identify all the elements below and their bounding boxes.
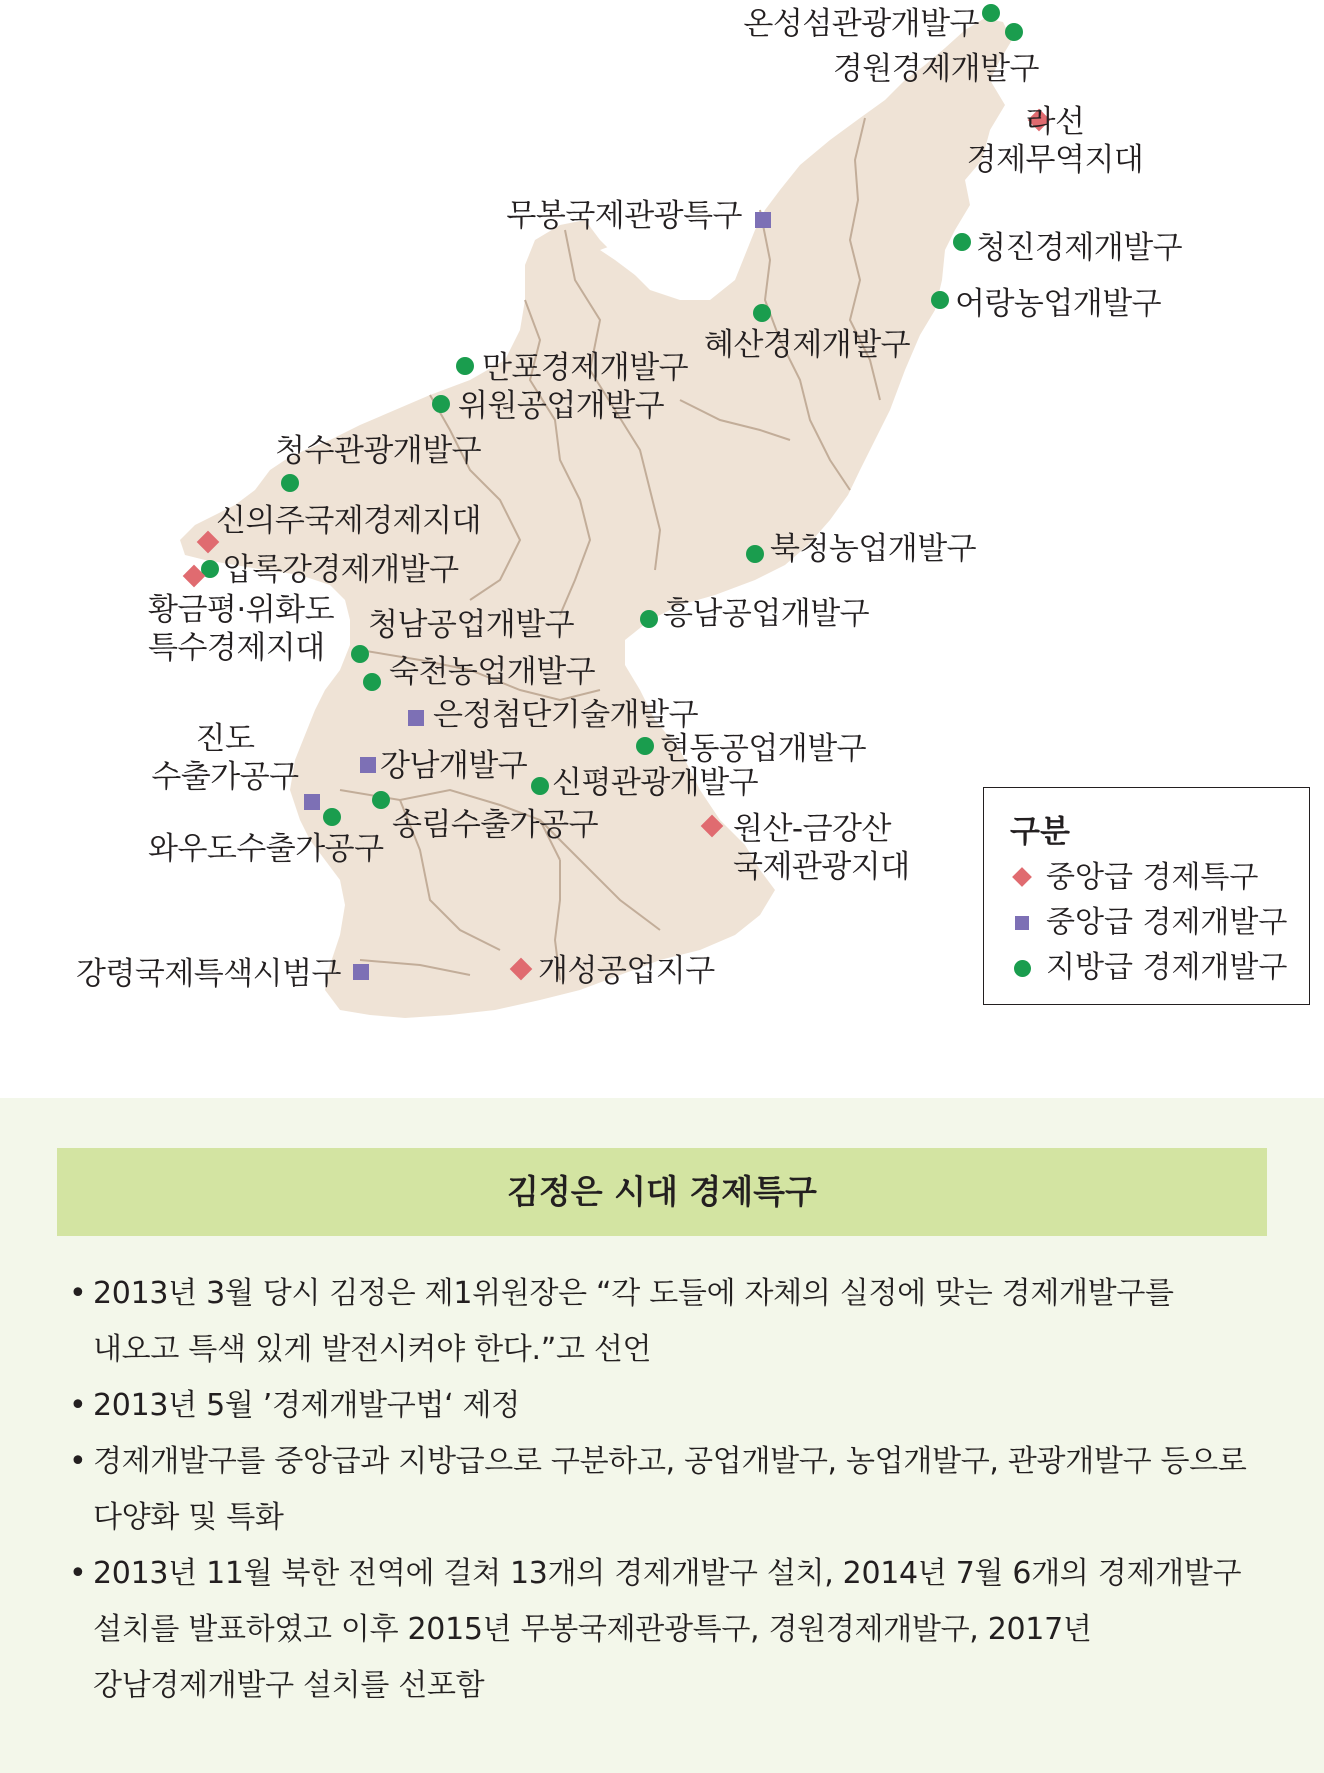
info-panel bbox=[0, 1098, 1324, 1773]
label-cheongnam: 청남공업개발구 bbox=[368, 607, 575, 643]
marker-local-songrim bbox=[372, 791, 390, 809]
marker-local-cheongnam bbox=[351, 645, 369, 663]
legend-title: 구분 bbox=[1010, 814, 1070, 850]
label-eunjeong: 은정첨단기술개발구 bbox=[433, 697, 699, 733]
marker-local-wiwon bbox=[432, 395, 450, 413]
label-wausdo: 와우도수출가공구 bbox=[148, 831, 384, 867]
legend-item-label: 지방급 경제개발구 bbox=[1046, 950, 1288, 985]
label-wonsan: 원산-금강산 국제관광지대 bbox=[733, 811, 910, 885]
label-songrim: 송림수출가공구 bbox=[392, 807, 599, 843]
label-jindo: 진도 수출가공구 bbox=[151, 721, 299, 795]
legend bbox=[983, 787, 1310, 1005]
circle-icon bbox=[1010, 948, 1036, 988]
label-hyesan: 혜산경제개발구 bbox=[704, 327, 911, 363]
marker-local-wausdo bbox=[323, 808, 341, 826]
label-bukcheong: 북청농업개발구 bbox=[770, 531, 977, 567]
marker-local-sukcheon bbox=[363, 673, 381, 691]
diamond-icon bbox=[1010, 858, 1036, 898]
label-gyeongwon: 경원경제개발구 bbox=[832, 51, 1039, 87]
label-gangryeong: 강령국제특색시범구 bbox=[75, 956, 341, 992]
marker-central-dev-eunjeong bbox=[408, 710, 424, 726]
marker-central-dev-jindo bbox=[304, 794, 320, 810]
label-amnok: 압록강경제개발구 bbox=[223, 552, 459, 588]
label-hwanggeum: 황금평·위화도 특수경제지대 bbox=[148, 592, 335, 666]
label-hyeondong: 현동공업개발구 bbox=[660, 731, 867, 767]
label-manpo: 만포경제개발구 bbox=[482, 350, 689, 386]
legend-item-central-dev bbox=[1010, 903, 1287, 943]
bullet-item: • 경제개발구를 중앙급과 지방급으로 구분하고, 공업개발구, 농업개발구, 관광개발구 등으로 다양화 및 특화 bbox=[57, 1434, 1257, 1546]
label-eorang: 어랑농업개발구 bbox=[955, 286, 1162, 322]
bullet-item: • 2013년 3월 당시 김정은 제1위원장은 “각 도들에 자체의 실정에 맞는 경제개발구를 내오고 특색 있게 발전시켜야 한다.”고 선언 bbox=[57, 1266, 1257, 1378]
label-sukcheon: 숙천농업개발구 bbox=[389, 654, 596, 690]
marker-local-sinpyeong bbox=[531, 777, 549, 795]
marker-local-manpo bbox=[456, 357, 474, 375]
label-mubong: 무봉국제관광특구 bbox=[506, 198, 742, 234]
label-heungnam: 흥남공업개발구 bbox=[663, 596, 870, 632]
marker-local-heungnam bbox=[640, 610, 658, 628]
square-icon bbox=[1010, 903, 1036, 943]
marker-central-dev-gangryeong bbox=[353, 964, 369, 980]
marker-local-gyeongwon bbox=[1005, 23, 1023, 41]
label-gangnam: 강남개발구 bbox=[380, 748, 528, 784]
marker-local-hyesan bbox=[753, 304, 771, 322]
marker-local-hyeondong bbox=[636, 737, 654, 755]
label-cheongjin: 청진경제개발구 bbox=[976, 230, 1183, 266]
marker-local-cheongsu bbox=[281, 474, 299, 492]
bullet-item: • 2013년 11월 북한 전역에 걸쳐 13개의 경제개발구 설치, 2014년 7월 6개의 경제개발구 설치를 발표하였고 이후 2015년 무봉국제관광특구, 경원경제개발구, 2017년 강남경제개발구 설치를 선포함 bbox=[57, 1546, 1257, 1714]
label-kaesong: 개성공업지구 bbox=[538, 953, 715, 989]
bullet-item: • 2013년 5월 ’경제개발구법‘ 제정 bbox=[57, 1378, 1257, 1434]
label-onseong: 온성섬관광개발구 bbox=[743, 6, 979, 42]
marker-local-eorang bbox=[931, 291, 949, 309]
legend-item-central-special bbox=[1010, 858, 1258, 898]
marker-local-onseong bbox=[982, 4, 1000, 22]
info-title: 김정은 시대 경제특구 bbox=[57, 1148, 1267, 1236]
label-sinuiju: 신의주국제경제지대 bbox=[216, 503, 482, 539]
marker-local-bukcheong bbox=[746, 545, 764, 563]
marker-local-cheongjin bbox=[953, 233, 971, 251]
label-wiwon: 위원공업개발구 bbox=[458, 388, 665, 424]
legend-item-label: 중앙급 경제특구 bbox=[1046, 860, 1259, 895]
marker-central-dev-mubong bbox=[755, 212, 771, 228]
label-cheongsu: 청수관광개발구 bbox=[275, 433, 482, 469]
label-sinpyeong: 신평관광개발구 bbox=[552, 765, 759, 801]
bullet-list bbox=[57, 1266, 1257, 1714]
legend-item-local bbox=[1010, 948, 1287, 988]
label-rason: 라선 경제무역지대 bbox=[966, 104, 1144, 178]
marker-central-dev-gangnam bbox=[360, 757, 376, 773]
legend-item-label: 중앙급 경제개발구 bbox=[1046, 905, 1288, 940]
